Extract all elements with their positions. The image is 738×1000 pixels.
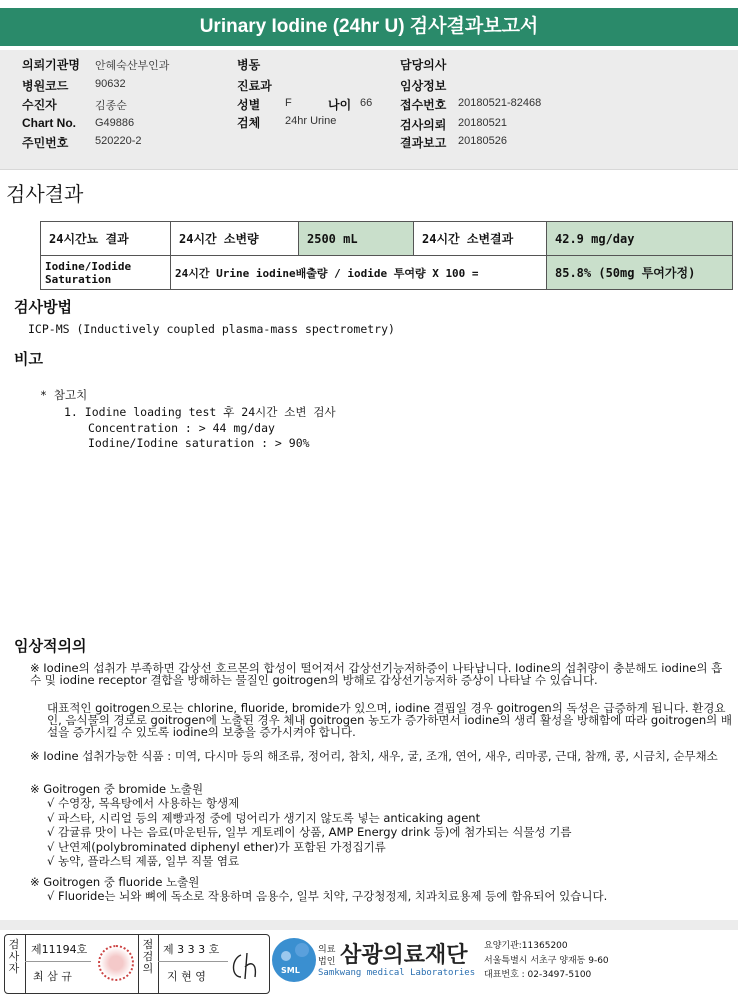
- method-text: ICP-MS (Inductively coupled plasma-mass spectrometry): [28, 322, 395, 336]
- table-cell: 24시간 Urine iodine배출량 / iodide 투여량 X 100 =: [171, 256, 547, 290]
- urine-volume-value: 2500 mL: [299, 222, 414, 256]
- report-date-value: 20180526: [458, 135, 507, 147]
- saturation-value: 85.8% (50mg 투여가정): [547, 256, 733, 290]
- age-label: 나이: [328, 98, 352, 112]
- table-row: [41, 222, 733, 256]
- age-value: 66: [360, 97, 373, 109]
- reviewer-label: 점 검 의: [142, 938, 154, 975]
- handwritten-signature: [229, 949, 265, 983]
- chart-value: G49886: [95, 117, 135, 129]
- clinical-heading: 임상적의의: [14, 637, 87, 655]
- specimen-label: 검체: [237, 116, 261, 130]
- reference-item: 1. Iodine loading test 후 24시간 소변 검사: [64, 405, 336, 419]
- rrn-label: 주민번호: [22, 136, 69, 150]
- results-table: [40, 221, 733, 290]
- list-item: √ 농약, 플라스틱 제품, 일부 직물 염료: [47, 854, 240, 868]
- sex-label: 성별: [237, 98, 261, 112]
- reference-title: * 참고치: [40, 388, 88, 402]
- report-date-label: 결과보고: [400, 136, 447, 150]
- clinical-paragraph: ※ Goitrogen 중 bromide 노출원: [30, 782, 204, 796]
- table-row: [41, 256, 733, 290]
- divider: [158, 961, 228, 962]
- request-value: 20180521: [458, 117, 507, 129]
- doctor-label: 담당의사: [400, 58, 447, 72]
- rrn-value: 520220-2: [95, 135, 142, 147]
- divider: [25, 935, 26, 993]
- hospital-code-value: 90632: [95, 78, 126, 90]
- list-item: √ 난연제(polybrominated diphenyl ether)가 포함된 가정집기류: [47, 840, 386, 854]
- clinical-paragraph: 대표적인 goitrogen으로는 chlorine, fluoride, bromide가 있으며, iodine 결핍일 경우 goitrogen의 독성은 급증하게 됩니다. 환경요인, 음식물의 경로로 goitrogen에 노출된 경우 체내 goitrogen 농도가 증가하면서 iodine의 생리 활성을 방해함에 따라 goitrogen의 배설을 증가시킬 수 있도록 iodine의 보충을 증가시켜야 합니다.: [47, 701, 733, 739]
- divider: [158, 935, 159, 993]
- org-english-name: Samkwang medical Laboratories: [318, 968, 476, 978]
- seal-stamp: [98, 945, 134, 981]
- patient-info-panel: [0, 50, 738, 170]
- org-name: 삼광의료재단: [340, 943, 468, 968]
- signature-box: [4, 934, 270, 994]
- list-item: √ 파스타, 시리얼 등의 제빵과정 중에 덩어리가 생기지 않도록 넣는 anticaking agent: [47, 811, 481, 825]
- request-label: 검사의뢰: [400, 118, 447, 132]
- examiner-license: 제11194호: [31, 943, 88, 956]
- clinical-paragraph: ※ Iodine 섭취가능한 식품 : 미역, 다시마 등의 해조류, 정어리, 참치, 새우, 굴, 조개, 연어, 새우, 리마콩, 근대, 참깨, 콩, 시금치, 순무채소: [30, 749, 718, 763]
- table-cell: 24시간뇨 결과: [41, 222, 171, 256]
- reference-item: Iodine/Iodine saturation : > 90%: [88, 436, 310, 450]
- reference-item: Concentration : > 44 mg/day: [88, 421, 275, 435]
- patient-value: 김종순: [95, 100, 127, 112]
- reviewer-name: 지 현 영: [167, 970, 206, 983]
- sex-value: F: [285, 97, 292, 109]
- footer-divider: [0, 920, 738, 930]
- receipt-label: 접수번호: [400, 98, 447, 112]
- clinical-paragraph: ※ Goitrogen 중 fluoride 노출원: [30, 875, 200, 889]
- list-item: √ 수영장, 목욕탕에서 사용하는 항생제: [47, 796, 240, 810]
- hospital-code-label: 병원코드: [22, 79, 69, 93]
- report-header: [0, 8, 738, 46]
- reviewer-license: 제 3 3 3 호: [163, 943, 220, 956]
- table-cell: Iodine/Iodide Saturation: [41, 256, 171, 290]
- report-title: Urinary Iodine (24hr U) 검사결과보고서: [199, 16, 539, 37]
- org-prefix: 의료: [318, 945, 336, 955]
- clinical-info-label: 임상정보: [400, 79, 447, 93]
- ward-label: 병동: [237, 58, 261, 72]
- remarks-heading: 비고: [14, 350, 43, 368]
- divider: [138, 935, 139, 993]
- list-item: √ Fluoride는 뇌와 뼈에 독소로 작용하며 음용수, 일부 치약, 구강청정제, 치과치료용제 등에 함유되어 있습니다.: [47, 889, 608, 903]
- divider: [25, 961, 91, 962]
- results-heading: 검사결과: [6, 182, 84, 206]
- facility-code: 요양기관:11365200: [484, 941, 568, 951]
- org-phone: 대표번호 : 02-3497-5100: [484, 970, 592, 980]
- table-cell: 24시간 소변량: [171, 222, 299, 256]
- org-prefix: 법인: [318, 957, 336, 967]
- dept-label: 진료과: [237, 79, 272, 93]
- org-address: 서울특별시 서초구 양재동 9-60: [484, 956, 609, 966]
- clinical-paragraph: ※ Iodine의 섭취가 부족하면 갑상선 호르몬의 합성이 떨어져서 갑상선기능저하증이 나타납니다. Iodine의 섭취량이 충분해도 iodine의 흡수 및 iodine receptor 결합을 방해하는 물질인 goitrogen의 방해로 갑상선기능저하 증상이 나타날 수 있습니다.: [30, 661, 723, 687]
- sml-logo-icon: [272, 938, 316, 982]
- patient-label: 수진자: [22, 98, 57, 112]
- examiner-label: 검 사 자: [8, 938, 20, 975]
- specimen-value: 24hr Urine: [285, 115, 337, 127]
- chart-label: Chart No.: [22, 116, 76, 130]
- list-item: √ 감귤류 맛이 나는 음료(마운틴듀, 일부 게토레이 상품, AMP Energy drink 등)에 첨가되는 식물성 기름: [47, 825, 572, 839]
- logo-label: SML: [281, 966, 300, 975]
- institution-label: 의뢰기관명: [22, 58, 80, 72]
- table-cell: 24시간 소변결과: [414, 222, 547, 256]
- urine-iodine-value: 42.9 mg/day: [547, 222, 733, 256]
- receipt-value: 20180521-82468: [458, 97, 542, 109]
- method-heading: 검사방법: [14, 298, 72, 316]
- examiner-name: 최 삼 규: [33, 970, 72, 983]
- institution-value: 안혜숙산부인과: [95, 60, 170, 72]
